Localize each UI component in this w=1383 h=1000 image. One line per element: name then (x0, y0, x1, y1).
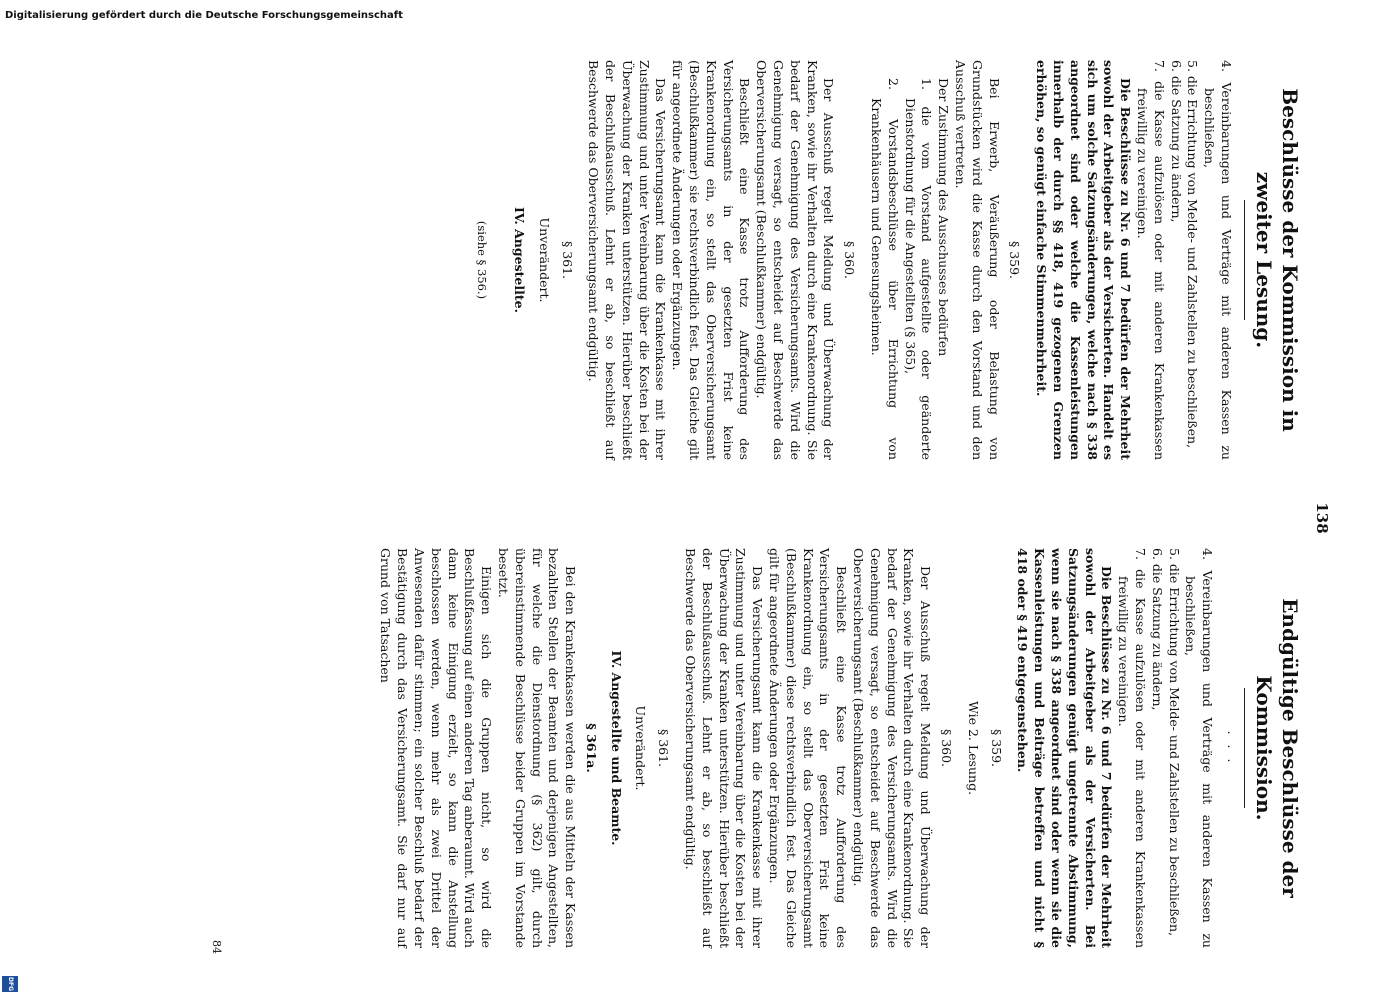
decision-paragraph: Die Beschlüsse zu Nr. 6 und 7 bedürfen der Mehrheit sowohl der Arbeitgeber als der Versicherten. Bei Satzungsänderungen genügt ungetrennte Abstimmung, wenn sie nach § 338 angeordnet sind oder wenn sie die Kassenleistungen und Beiträge betreffen und nicht § 418 oder § 419 entgegenstehen. (1015, 548, 1115, 948)
list-item: 4. Vereinbarungen und Verträge mit anderen Kassen zu beschließen, (1202, 60, 1234, 460)
section-360-p1: Der Ausschuß regelt Meldung und Überwachung der Kranken, sowie ihr Verhalten durch eine Krankenordnung. Sie bedarf der Genehmigung des Versicherungsamts. Wird die Genehmigung versagt, so entscheidet auf Beschwerde das Oberversicherungsamt (Beschlußkammer) endgültig. (851, 548, 934, 948)
footer-mark: 84 (210, 940, 223, 954)
section-359-list (867, 60, 934, 460)
section-iv-heading: IV. Angestellte. (511, 207, 527, 313)
digitization-credit: Digitalisierung gefördert durch die Deutsche Forschungsgemeinschaft (5, 10, 403, 21)
right-column-title: Endgültige Beschlüsse der Kommission. (1252, 598, 1302, 898)
section-359-consent: Der Zustimmung des Ausschusses bedürfen (936, 78, 952, 357)
section-heading-360: § 360. (842, 240, 858, 280)
list-item: 6. die Satzung zu ändern, (1149, 548, 1165, 711)
section-361a-p2: Einigen sich die Gruppen nicht, so wird die Beschlußfassung auf einen anderen Tag anberaumt. Wird auch dann keine Einigung erzielt, so kann die Anstellung beschlossen werden, wenn mehr als zwei Drittel der Anwesenden dafür stimmen; ein solcher Beschluß bedarf der Bestätigung durch das Versicherungsamt. Sie darf nur auf Grund von Tatsachen (378, 548, 495, 948)
dfg-logo-icon: DFG (2, 976, 18, 992)
list-item: 7. die Kasse aufzulösen oder mit anderen Krankenkassen freiwillig zu vereinigen. (1135, 60, 1167, 460)
section-360-p3: Das Versicherungsamt kann die Krankenkasse mit ihrer Zustimmung und unter Vereinbarung über die Kosten bei der Überwachung der Kranken unterstützen. Hierüber beschließt der Beschlußausschuß. Lehnt er ab, so beschließt auf Beschwerde das Oberversicherungsamt endgültig. (586, 60, 669, 460)
cross-reference-note: (siehe § 356.) (475, 220, 490, 300)
section-heading-361a: § 361a. (583, 723, 599, 773)
section-361-text: Unverändert. (633, 705, 649, 791)
section-heading-361: § 361. (656, 728, 672, 768)
section-heading-359: § 359. (1007, 240, 1023, 280)
right-column (377, 548, 1303, 948)
list-item: 5. die Errichtung von Melde- und Zahlstellen zu beschließen, (1185, 60, 1201, 449)
section-359-text: Wie 2. Lesung. (965, 700, 981, 796)
left-column (473, 60, 1303, 460)
title-dots: . . . (1225, 730, 1240, 766)
left-column-title: Beschlüsse der Kommission in zweiter Lesung. (1252, 88, 1302, 432)
section-359-text: Bei Erwerb, Veräußerung oder Belastung von Grundstücken wird die Kasse durch den Vorstand und den Ausschuß vertreten. (953, 60, 1002, 460)
page-number: 138 (1313, 502, 1331, 534)
list-item: 6. die Satzung zu ändern, (1168, 60, 1184, 223)
section-360-p3: Das Versicherungsamt kann die Krankenkasse mit ihrer Zustimmung und unter Vereinbarung über die Kosten bei der Überwachung der Kranken unterstützen. Hierüber beschließt der Beschlußausschuß. Lehnt er ab, so beschließt auf Beschwerde das Oberversicherungsamt endgültig. (683, 548, 766, 948)
list-item: 7. die Kasse aufzulösen oder mit anderen Krankenkassen freiwillig zu vereinigen. (1116, 548, 1149, 948)
list-item: 5. die Errichtung von Melde- und Zahlstellen zu beschließen, (1166, 548, 1182, 937)
decision-paragraph: Die Beschlüsse zu Nr. 6 und 7 bedürfen der Mehrheit sowohl der Arbeitgeber als der Versicherten. Handelt es sich um solche Satzungsänderungen, welche nach § 338 angeordnet sind oder welche die Kassenleistungen innerhalb der durch §§ 418, 419 gezogenen Grenzen erhöhen, so genügt einfache Stimmenmehrheit. (1034, 60, 1134, 460)
section-heading-361: § 361. (559, 240, 575, 280)
section-360-p2: Beschließt eine Kasse trotz Aufforderung des Versicherungsamts in der gesetzten Frist keine Krankenordnung ein, so stellt das Oberversicherungsamt (Beschlußkammer) sie rechtsverbindlich fest. Das Gleiche gilt für angeordnete Änderungen oder Ergänzungen. (670, 60, 753, 460)
section-heading-360: § 360. (939, 728, 955, 768)
section-360-p1: Der Ausschuß regelt Meldung und Überwachung der Kranken, sowie ihr Verhalten durch eine Krankenordnung. Sie bedarf der Genehmigung des Versicherungsamts. Wird die Genehmigung versagt, so entscheidet auf Beschwerde das Oberversicherungsamt (Beschlußkammer) endgültig. (754, 60, 837, 460)
title-rule (1244, 200, 1245, 320)
section-heading-359: § 359. (988, 728, 1004, 768)
list-item: 4. Vereinbarungen und Verträge mit anderen Kassen zu beschließen, (1183, 548, 1216, 948)
list-item: 1. die vom Vorstand aufgestellte oder geänderte Dienstordnung für die Angestellten (§ 365), (902, 78, 935, 460)
section-361-text: Unverändert. (536, 217, 552, 303)
title-rule (1244, 688, 1245, 808)
list-item: 2. Vorstandsbeschlüsse über Errichtung von Krankenhäusern und Genesungsheimen. (869, 78, 901, 460)
section-361a-p1: Bei den Krankenkassen werden die aus Mitteln der Kassen bezahlten Stellen der Beamten und derjenigen Angestellten, für welche die Dienstordnung (§ 362) gilt, durch übereinstimmende Beschlüsse beider Gruppen im Vorstande besetzt. (495, 548, 579, 948)
section-iv-heading: IV. Angestellte und Beamte. (608, 650, 624, 846)
section-360-p2: Beschließt eine Kasse trotz Aufforderung des Versicherungsamts in der gesetzten Frist keine Krankenordnung ein, so stellt das Oberversicherungsamt (Beschlußkammer) diese rechtsverbindlich fest. Das Gleiche gilt für angeordnete Änderungen oder Ergänzungen. (767, 548, 850, 948)
